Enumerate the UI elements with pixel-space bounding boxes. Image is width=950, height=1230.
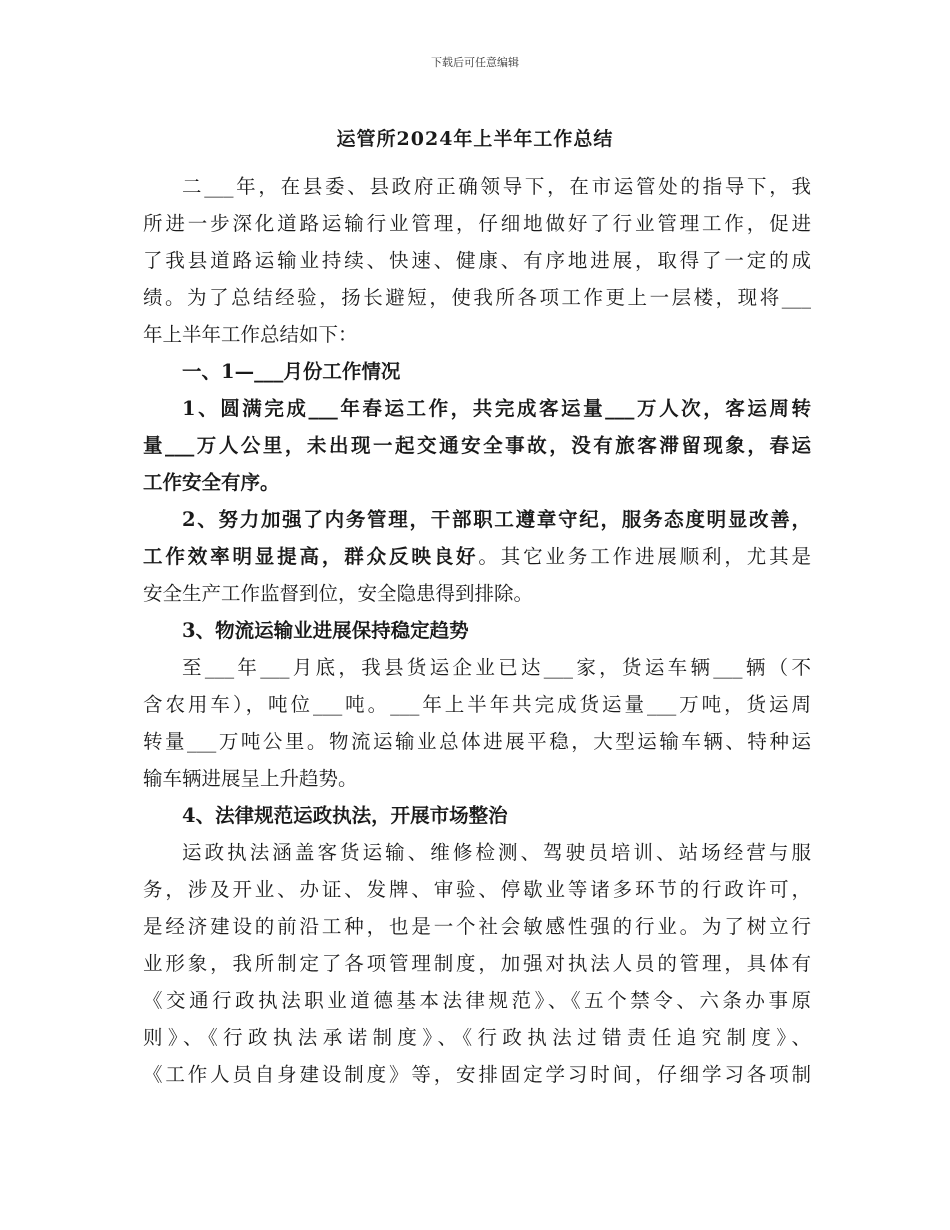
text-line: 绩。为了总结经验，扬长避短，使我所各项工作更上一层楼，现将___ — [143, 286, 811, 309]
plain-phrase: 。其它业务工作进展顺利，尤其是 — [478, 545, 811, 568]
text-line: 《交通行政执法职业道德基本法律规范》、《五个禁令、六条办事原 — [143, 989, 811, 1012]
paragraph-law-enforcement — [143, 834, 811, 1093]
section-heading-3: 3、物流运输业进展保持稳定趋势 — [182, 619, 469, 642]
text-line: 转量___万吨公里。物流运输业总体进展平稳，大型运输车辆、特种运 — [143, 730, 811, 753]
text-line: 安全生产工作监督到位，安全隐患得到排除。 — [143, 582, 534, 605]
text-line: 《工作人员自身建设制度》等，安排固定学习时间，仔细学习各项制 — [143, 1063, 811, 1086]
text-line: 输车辆进展呈上升趋势。 — [143, 767, 358, 790]
text-line: 务，涉及开业、办证、发牌、审验、停歇业等诸多环节的行政许可， — [143, 878, 811, 901]
document-title: 运管所2024年上半年工作总结 — [336, 128, 614, 150]
text-line: 是经济建设的前沿工种，也是一个社会敏感性强的行业。为了树立行 — [143, 915, 811, 938]
paragraph-logistics — [143, 649, 811, 797]
text-line: 业形象，我所制定了各项管理制度，加强对执法人员的管理，具体有 — [143, 952, 811, 975]
text-line: 1、圆满完成___年春运工作，共完成客运量___万人次，客运周转 — [182, 397, 811, 420]
paragraph-intro — [143, 168, 811, 353]
bold-phrase: 工作效率明显提高，群众反映良好 — [143, 545, 479, 568]
section-heading-4: 4、法律规范运政执法，开展市场整治 — [182, 804, 508, 827]
paragraph-spring-transport — [143, 390, 811, 501]
text-line: 至___年___月底，我县货运企业已达___家，货运车辆___辆（不 — [182, 656, 811, 679]
text-line: 二___年，在县委、县政府正确领导下，在市运管处的指导下，我 — [182, 175, 811, 198]
text-line: 则》、《行政执法承诺制度》、《行政执法过错责任追究制度》、 — [143, 1026, 811, 1049]
text-line: 了我县道路运输业持续、快速、健康、有序地进展，取得了一定的成 — [143, 249, 811, 272]
text-line: 运政执法涵盖客货运输、维修检测、驾驶员培训、站场经营与服 — [182, 841, 811, 864]
text-line: 2、努力加强了内务管理，干部职工遵章守纪，服务态度明显改善， — [182, 508, 811, 531]
paragraph-internal-management — [143, 501, 811, 612]
section-heading-1: 一、1—___月份工作情况 — [182, 360, 401, 383]
page-header-note: 下载后可任意编辑 — [431, 56, 519, 69]
text-line: 工作安全有序。 — [143, 471, 280, 494]
text-line — [143, 538, 811, 575]
text-line: 含农用车），吨位___吨。___年上半年共完成货运量___万吨，货运周 — [143, 693, 811, 716]
text-line: 量___万人公里，未出现一起交通安全事故，没有旅客滞留现象，春运 — [143, 434, 811, 457]
text-line: 所进一步深化道路运输行业管理，仔细地做好了行业管理工作，促进 — [143, 212, 811, 235]
document-body — [143, 168, 811, 1093]
text-line: 年上半年工作总结如下： — [143, 323, 358, 346]
